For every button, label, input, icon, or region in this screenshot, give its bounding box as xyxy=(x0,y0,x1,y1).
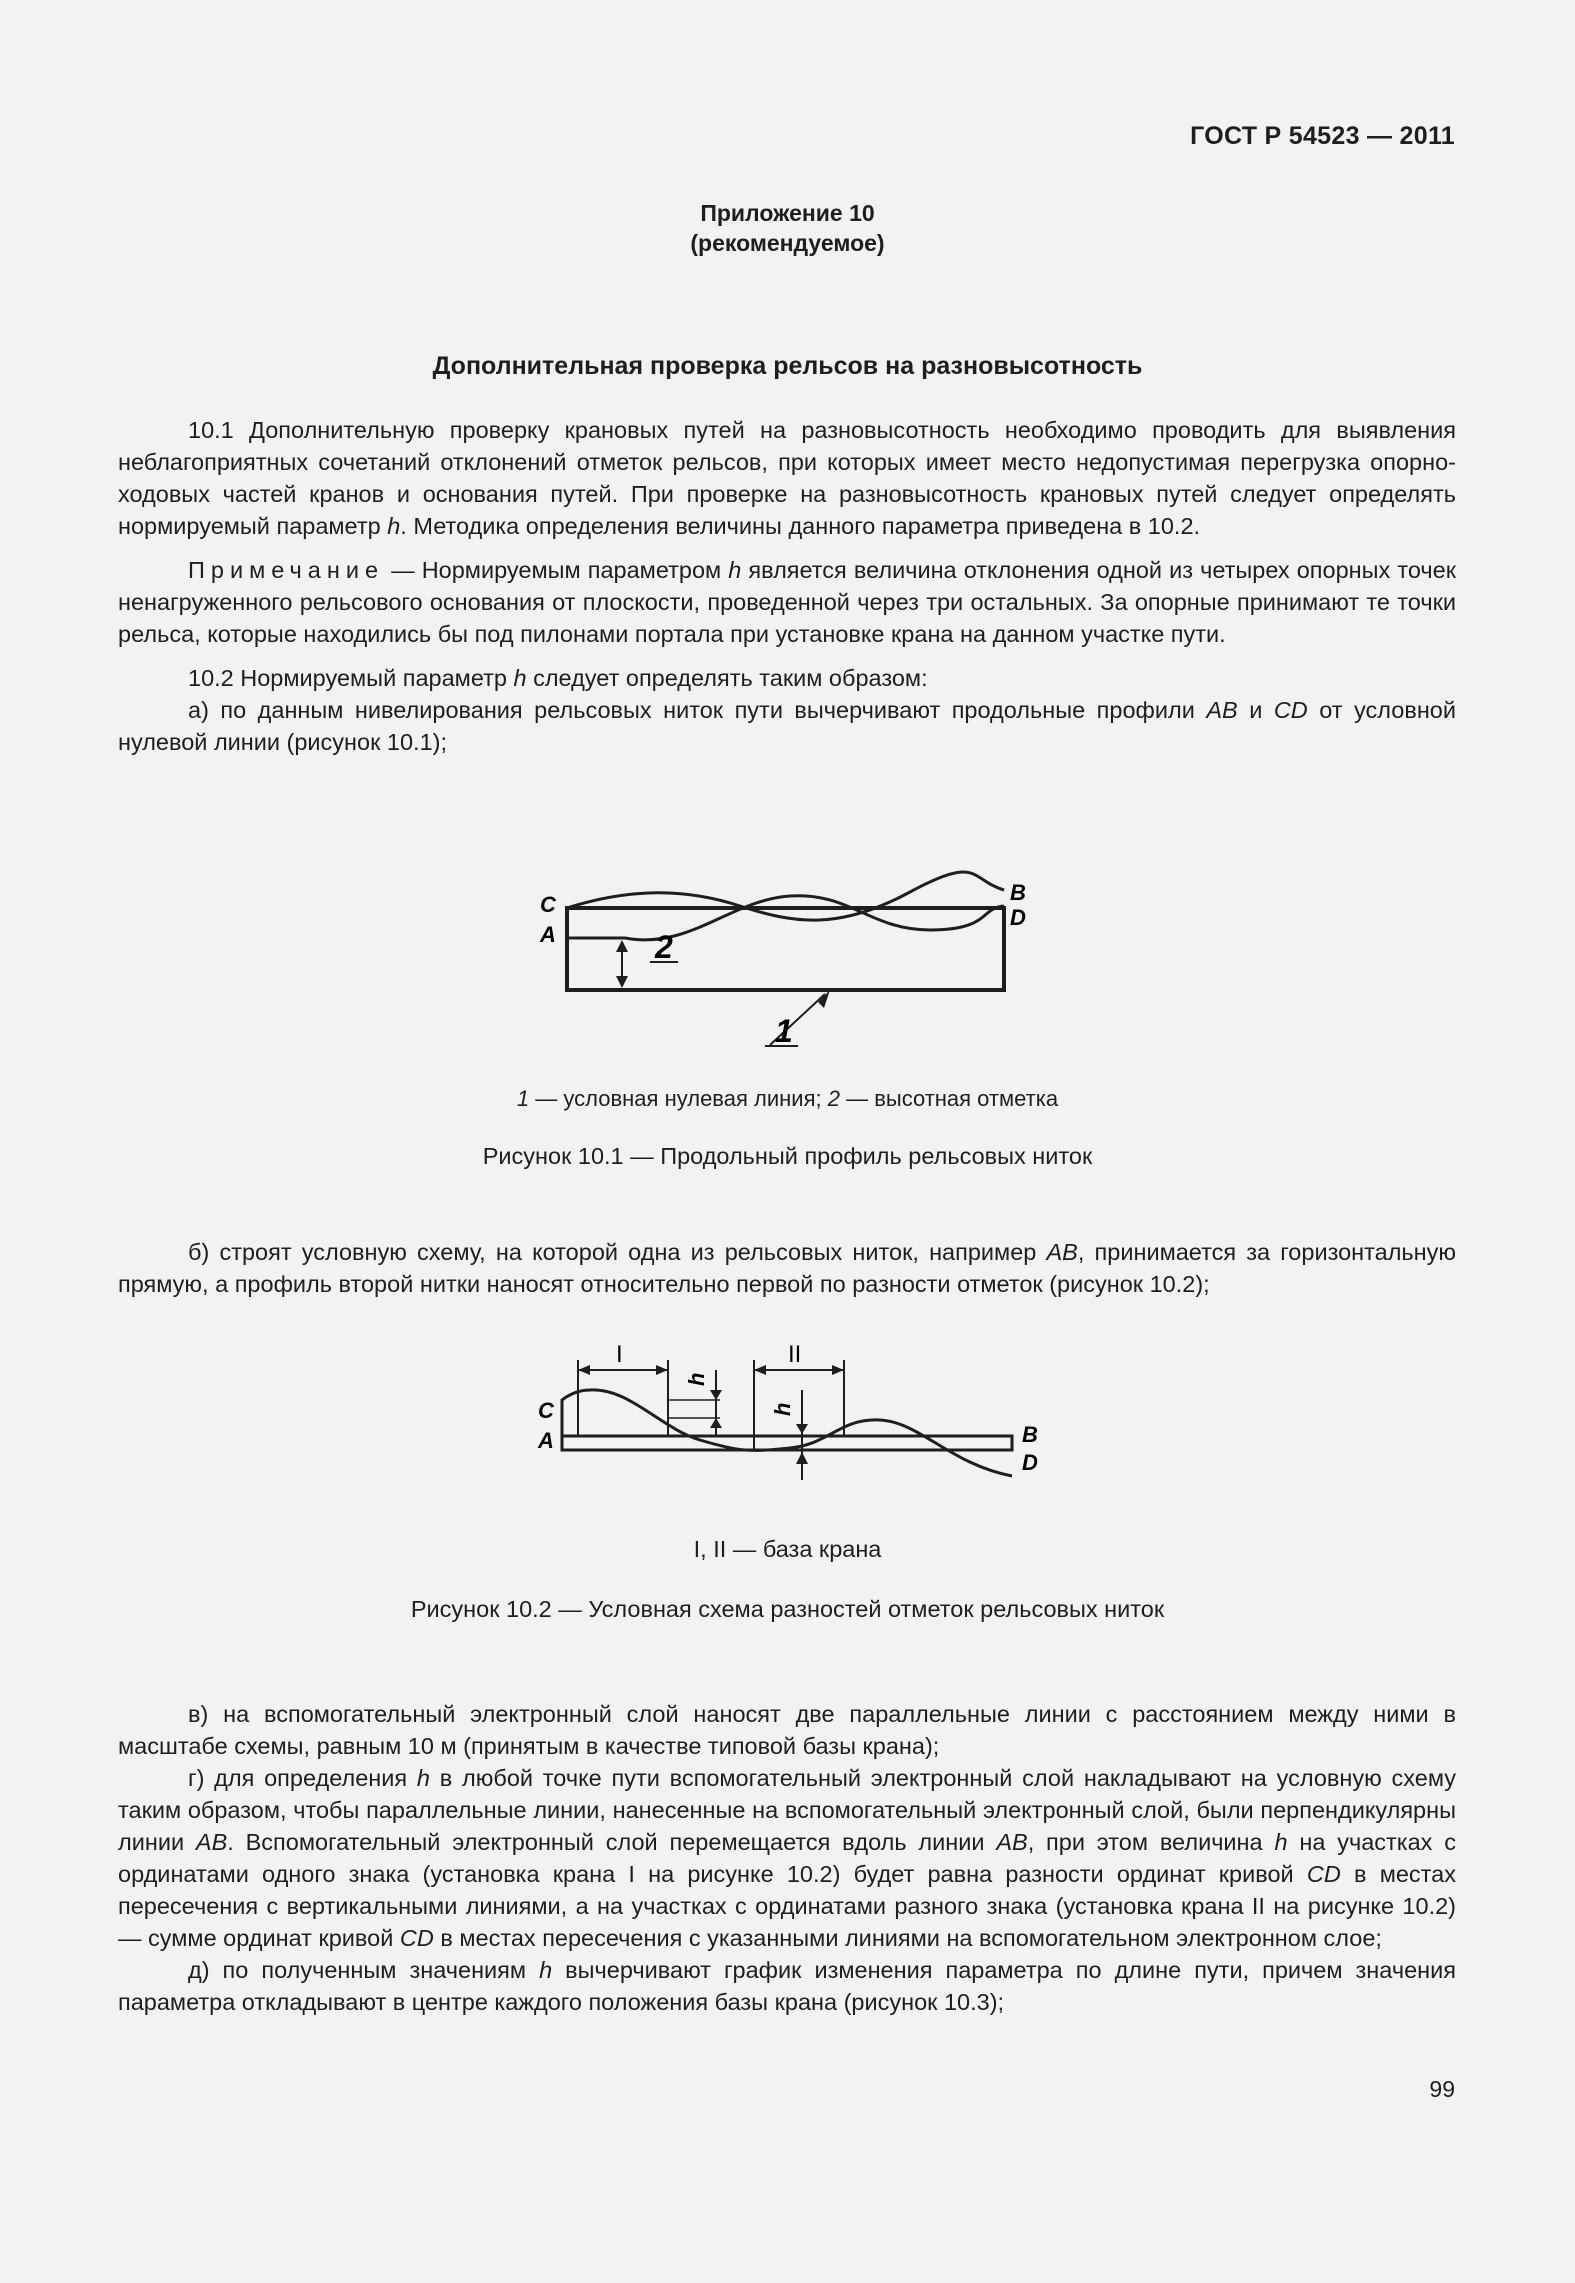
label-d: D xyxy=(1010,905,1026,930)
label-b: B xyxy=(1010,880,1026,905)
figure-10-2-caption: Рисунок 10.2 — Условная схема разностей отметок рельсовых ниток xyxy=(410,1596,1165,1622)
paragraph-10-1: 10.1 Дополнительную проверку крановых путей на разновысотность необходимо проводить для выявления неблагоприятных сочетаний отклонений отметок рельсов, при которых имеет место недопустимая перегрузка опорно-ходовых частей кранов и основания путей. При проверке на разновысотность крановых путей следует определять нормируемый параметр h. Методика определения величины данного параметра приведена в 10.2. xyxy=(118,417,1456,539)
zero-line-frame xyxy=(567,908,1004,990)
item-g: г) для определения h в любой точке пути вспомогательный электронный слой накладывают на условную схему таким образом, чтобы параллельные линии, нанесенные на вспомогательный электронный слой, были перпендикулярны линии AB. Вспомогательный электронный слой перемещается вдоль линии AB, при этом величина h на участках с ординатами одного знака (установка крана I на рисунке 10.2) будет равна разности ординат кривой CD в местах пересечения с вертикальными линиями, а на участках с ординатами разного знака (установка крана II на рисунке 10.2) — сумме ординат кривой CD в местах пересечения с указанными линиями на вспомогательном электронном слое; xyxy=(118,1765,1456,1951)
label-base-i: I xyxy=(616,1341,623,1368)
text-block-3 xyxy=(118,1698,1456,2018)
h-ii-arrow-up-icon xyxy=(796,1452,808,1464)
figure-10-1-caption: Рисунок 10.1 — Продольный профиль рельсовых ниток xyxy=(482,1143,1093,1169)
item-v: в) на вспомогательный электронный слой наносят две параллельные линии с расстоянием между ними в масштабе схемы, равным 10 м (принятым в качестве типовой базы крана); xyxy=(118,1701,1456,1759)
section-title: Дополнительная проверка рельсов на разновысотность xyxy=(432,352,1143,380)
annex-number: Приложение 10 xyxy=(700,200,875,226)
label-a: A xyxy=(540,922,556,947)
note-label: Примечание xyxy=(188,557,385,583)
item-b: б) строят условную схему, на которой одна из рельсовых ниток, например AB, принимается за горизонтальную прямую, а профиль второй нитки наносят относительно первой по разности отметок (рисунок 10.2); xyxy=(118,1239,1457,1297)
dim-arrow-left-ii-icon xyxy=(754,1365,766,1375)
label-a: A xyxy=(538,1428,554,1453)
figure-10-1 xyxy=(520,870,1060,1050)
item-d: д) по полученным значениям h вычерчивают график изменения параметра по длине пути, причем значения параметра откладывают в центре каждого положения базы крана (рисунок 10.3); xyxy=(118,1957,1456,2015)
h-ii-arrow-down-icon xyxy=(796,1424,808,1434)
label-h-i: h xyxy=(684,1372,709,1386)
arrow-up-icon xyxy=(616,940,628,952)
label-b: B xyxy=(1022,1422,1038,1447)
text-block-1 xyxy=(118,414,1456,758)
label-d: D xyxy=(1022,1450,1038,1475)
paragraph-10-2: 10.2 Нормируемый параметр h следует определять таким образом: xyxy=(188,665,928,691)
label-2: 2 xyxy=(655,929,673,965)
label-c: C xyxy=(540,892,556,917)
note-paragraph: Примечание — Нормируемым параметром h является величина отклонения одной из четырех опорных точек ненагруженного рельсового основания от плоскости, проведенной через три остальных. За опорные принимают те точки рельса, которые находились бы под пилонами портала при установке крана на данном участке пути. xyxy=(118,557,1456,647)
h-arrow-up-icon xyxy=(710,1418,722,1428)
figure-10-2-legend: I, II — база крана xyxy=(693,1536,882,1562)
label-c: C xyxy=(538,1398,554,1423)
text-block-2 xyxy=(118,1236,1456,1300)
dim-arrow-right-icon xyxy=(656,1365,668,1375)
label-h-ii: h xyxy=(770,1402,795,1416)
figure-10-1-legend: 1 — условная нулевая линия; 2 — высотная отметка xyxy=(516,1086,1059,1111)
dim-arrow-left-icon xyxy=(578,1365,590,1375)
item-a: а) по данным нивелирования рельсовых ниток пути вычерчивают продольные профили AB и CD от условной нулевой линии (рисунок 10.1); xyxy=(118,697,1456,755)
label-base-ii: II xyxy=(788,1341,802,1368)
h-arrow-down-icon xyxy=(710,1390,722,1400)
arrow-down-icon xyxy=(616,976,628,988)
figure-10-2 xyxy=(520,1340,1060,1500)
label-1: 1 xyxy=(775,1013,793,1049)
dim-arrow-right-ii-icon xyxy=(832,1365,844,1375)
document-code: ГОСТ Р 54523 — 2011 xyxy=(1190,122,1455,150)
annex-status: (рекомендуемое) xyxy=(690,230,885,256)
page-number: 99 xyxy=(1429,2076,1455,2102)
